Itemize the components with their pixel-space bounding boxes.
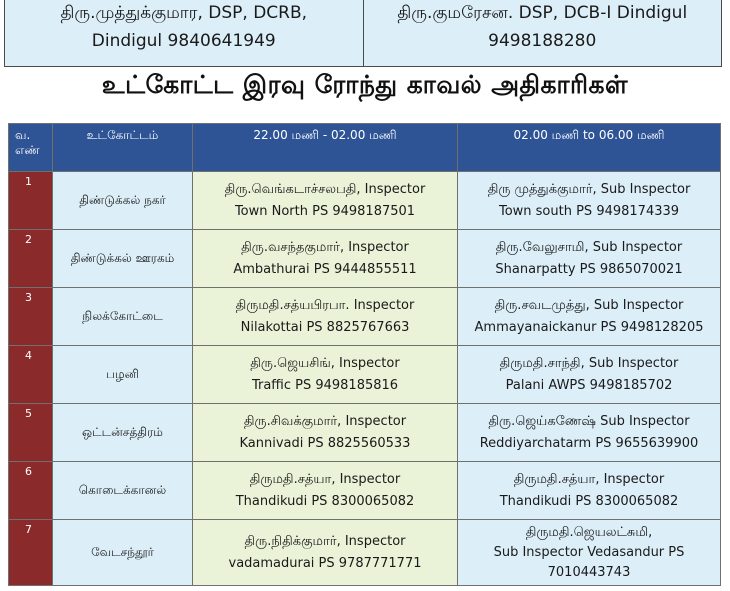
row-shift-1-officer: திரு.சிவக்குமார், Inspector Kannivadi PS 8825560533 [193,404,458,462]
row-shift-1-officer: திரு.நிதிக்குமார், Inspector vadamadurai PS 9787771771 [193,520,458,586]
row-shift-2-officer: திருமதி.சத்யா, Inspector Thandikudi PS 8300065082 [458,462,721,520]
table-row [9,230,721,288]
dsp-dcb-name: திரு.குமரேசன. DSP, DCB-I Dindigul [397,3,688,23]
dsp-dcb-phone: 9498188280 [488,31,597,51]
row-shift-1-officer: திரு.வெங்கடாச்சலபதி, Inspector Town North PS 9498187501 [193,172,458,230]
row-number: 5 [9,404,53,462]
header-shift-2: 02.00 மணி to 06.00 மணி [458,124,721,172]
row-shift-1-officer: திரு.வசந்தகுமார், Inspector Ambathurai PS 9444855511 [193,230,458,288]
table-row [9,172,721,230]
row-subdivision: பழனி [53,346,193,404]
dsp-dcb-cell [363,0,722,66]
row-shift-2-officer: திரு.சவடமுத்து, Sub Inspector Ammayanaickanur PS 9498128205 [458,288,721,346]
row-shift-1-officer: திருமதி.சத்யா, Inspector Thandikudi PS 8300065082 [193,462,458,520]
header-shift-1: 22.00 மணி - 02.00 மணி [193,124,458,172]
dsp-dcrb-cell [5,0,363,66]
table-row [9,462,721,520]
row-shift-2-officer: திருமதி.சாந்தி, Sub Inspector Palani AWPS 9498185702 [458,346,721,404]
row-number: 6 [9,462,53,520]
row-subdivision: நிலக்கோட்டை [53,288,193,346]
page-heading: உட்கோட்ட இரவு ரோந்து காவல் அதிகாரிகள் [101,70,629,99]
row-shift-1-officer: திரு.ஜெயசிங், Inspector Traffic PS 9498185816 [193,346,458,404]
row-subdivision: திண்டுக்கல் நகர் [53,172,193,230]
row-number: 4 [9,346,53,404]
dsp-dcrb-phone: Dindigul 9840641949 [91,31,276,51]
header-serial-no: வ. எண் [9,124,53,172]
table-header-row [9,124,721,172]
dsp-dcrb-name: திரு.முத்துக்குமார, DSP, DCRB, [60,3,308,23]
top-officer-box [4,0,722,67]
row-shift-1-officer: திருமதி.சத்யபிரபா. Inspector Nilakottai PS 8825767663 [193,288,458,346]
night-patrol-table [8,123,721,586]
row-shift-2-officer: திருமதி.ஜெயலட்சுமி, Sub Inspector Vedasandur PS 7010443743 [458,520,721,586]
row-subdivision: கொடைக்கானல் [53,462,193,520]
row-number: 7 [9,520,53,586]
table-row [9,288,721,346]
row-subdivision: திண்டுக்கல் ஊரகம் [53,230,193,288]
table-row [9,346,721,404]
row-shift-2-officer: திரு.ஜெய்கணேஷ் Sub Inspector Reddiyarchatarm PS 9655639900 [458,404,721,462]
row-number: 1 [9,172,53,230]
table-row [9,520,721,586]
row-subdivision: வேடசந்தூர் [53,520,193,586]
row-number: 3 [9,288,53,346]
row-shift-2-officer: திரு முத்துக்குமார், Sub Inspector Town south PS 9498174339 [458,172,721,230]
row-subdivision: ஒட்டன்சத்திரம் [53,404,193,462]
row-number: 2 [9,230,53,288]
row-shift-2-officer: திரு.வேலுசாமி, Sub Inspector Shanarpatty PS 9865070021 [458,230,721,288]
header-subdivision: உட்கோட்டம் [53,124,193,172]
table-row [9,404,721,462]
